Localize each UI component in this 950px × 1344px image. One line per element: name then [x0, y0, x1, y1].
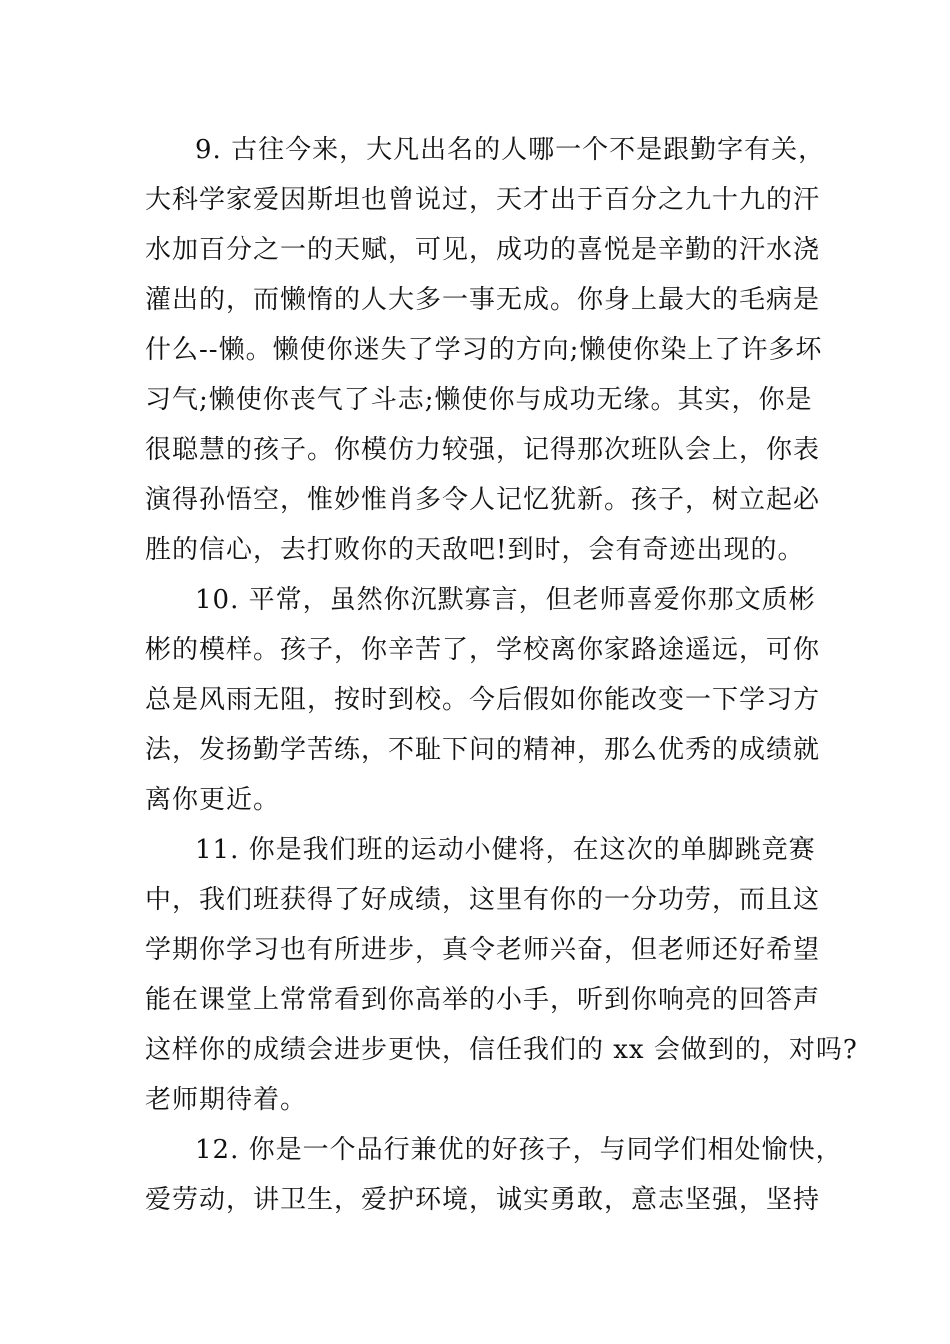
- paragraph-line: 很聪慧的孩子。你模仿力较强，记得那次班队会上，你表: [145, 435, 821, 465]
- paragraph-line: 什么--懒。懒使你迷失了学习的方向;懒使你染上了许多坏: [145, 335, 823, 365]
- paragraph-line: 中，我们班获得了好成绩，这里有你的一分功劳，而且这: [145, 885, 821, 915]
- paragraph-line: 爱劳动，讲卫生，爱护环境，诚实勇敢，意志坚强，坚持: [145, 1185, 821, 1215]
- paragraph-line: 水加百分之一的天赋，可见，成功的喜悦是辛勤的汗水浇: [145, 235, 821, 265]
- paragraph-line: 10. 平常，虽然你沉默寡言，但老师喜爱你那文质彬: [195, 585, 816, 615]
- paragraph-line: 演得孙悟空，惟妙惟肖多令人记忆犹新。孩子，树立起必: [145, 485, 821, 515]
- paragraph-line: 离你更近。: [145, 785, 281, 815]
- paragraph-line: 老师期待着。: [145, 1085, 308, 1115]
- paragraph-line: 总是风雨无阻，按时到校。今后假如你能改变一下学习方: [145, 685, 821, 715]
- paragraph-line: 学期你学习也有所进步，真令老师兴奋，但老师还好希望: [145, 935, 821, 965]
- paragraph-line: 彬的模样。孩子，你辛苦了，学校离你家路途遥远，可你: [145, 635, 821, 665]
- paragraph-line: 法，发扬勤学苦练，不耻下问的精神，那么优秀的成绩就: [145, 735, 821, 765]
- paragraph-line: 12. 你是一个品行兼优的好孩子，与同学们相处愉快，: [195, 1135, 843, 1165]
- paragraph-line: 习气;懒使你丧气了斗志;懒使你与成功无缘。其实，你是: [145, 385, 813, 415]
- paragraph-line: 能在课堂上常常看到你高举的小手，听到你响亮的回答声: [145, 985, 821, 1015]
- paragraph-line: 11. 你是我们班的运动小健将，在这次的单脚跳竞赛: [195, 835, 816, 865]
- paragraph-line: 这样你的成绩会进步更快，信任我们的 xx 会做到的，对吗?: [145, 1035, 858, 1065]
- paragraph-line: 胜的信心，去打败你的天敌吧!到时，会有奇迹出现的。: [145, 535, 805, 565]
- paragraph-line: 大科学家爱因斯坦也曾说过，天才出于百分之九十九的汗: [145, 185, 821, 215]
- paragraph-line: 灌出的，而懒惰的人大多一事无成。你身上最大的毛病是: [145, 285, 821, 315]
- paragraph-line: 9. 古往今来，大凡出名的人哪一个不是跟勤字有关，: [195, 135, 826, 165]
